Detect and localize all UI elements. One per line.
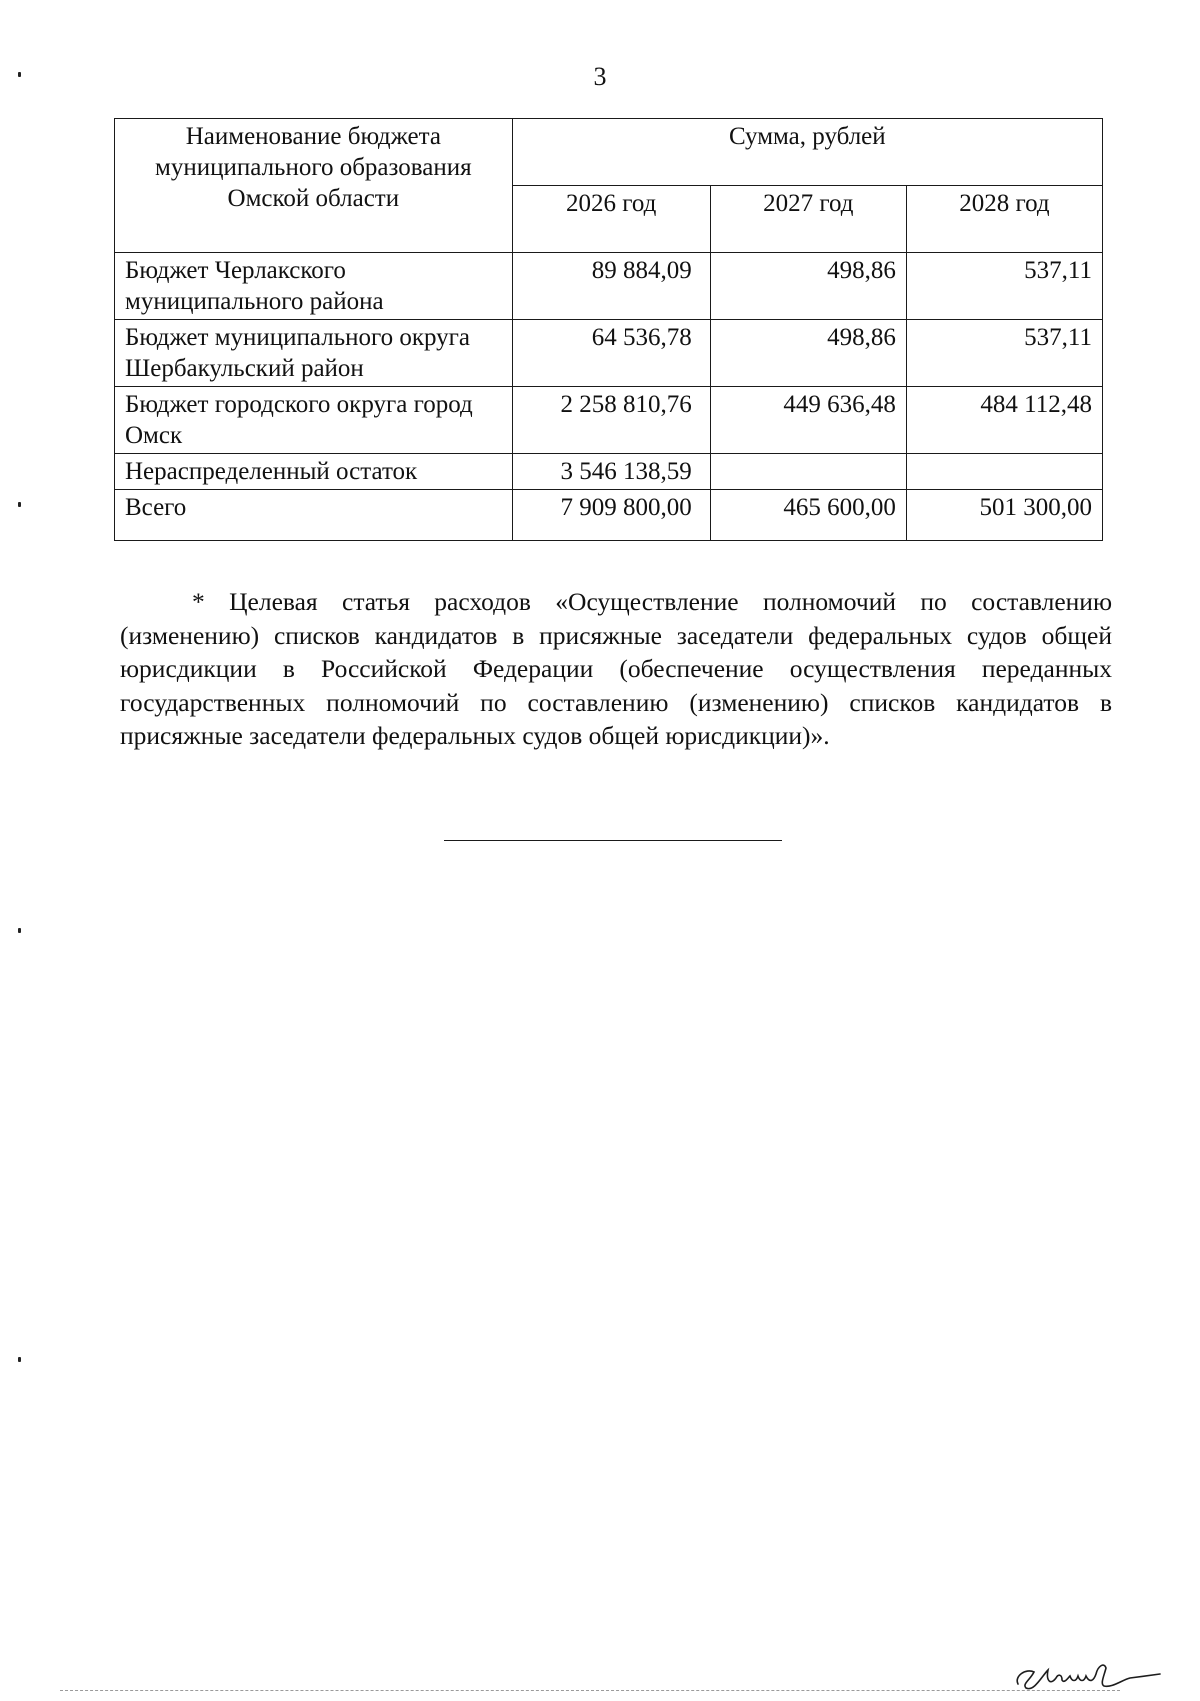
value-2026: 3 546 138,59	[512, 454, 710, 490]
table-row	[115, 253, 1103, 320]
section-divider	[444, 840, 782, 841]
row-name: Бюджет Черлакского муниципального района	[115, 253, 513, 320]
scan-speck	[18, 72, 21, 77]
row-name: Бюджет городского округа город Омск	[115, 387, 513, 454]
value-2026: 7 909 800,00	[512, 490, 710, 541]
value-2027	[710, 454, 906, 490]
header-year-2028: 2028 год	[906, 186, 1102, 253]
value-2028: 501 300,00	[906, 490, 1102, 541]
value-2028: 537,11	[906, 253, 1102, 320]
value-2028: 484 112,48	[906, 387, 1102, 454]
row-name: Нераспределенный остаток	[115, 454, 513, 490]
table-row	[115, 387, 1103, 454]
scan-speck	[18, 928, 21, 933]
header-name-column: Наименование бюджета муниципального образования Омской области	[115, 119, 513, 253]
scan-speck	[18, 502, 21, 507]
header-year-2026: 2026 год	[512, 186, 710, 253]
value-2026: 64 536,78	[512, 320, 710, 387]
table-row	[115, 320, 1103, 387]
value-2027: 449 636,48	[710, 387, 906, 454]
value-2028	[906, 454, 1102, 490]
row-name: Бюджет муниципального округа Шербакульский район	[115, 320, 513, 387]
header-year-2027: 2027 год	[710, 186, 906, 253]
value-2026: 2 258 810,76	[512, 387, 710, 454]
value-2028: 537,11	[906, 320, 1102, 387]
handwritten-signature-icon	[1012, 1654, 1162, 1701]
footnote: * Целевая статья расходов «Осуществление полномочий по составлению (изменению) списков кандидатов в присяжные заседатели федеральных судов общей юрисдикции в Российской Федерации (обеспечение осуществления переданных государственных полномочий по составлению (изменению) списков кандидатов в присяжные заседатели федеральных судов общей юрисдикции)».	[120, 587, 1112, 750]
table-header-row	[115, 119, 1103, 186]
scan-speck	[18, 1357, 21, 1362]
scan-bottom-edge	[60, 1690, 1120, 1691]
table-row	[115, 454, 1103, 490]
budget-table	[114, 118, 1103, 541]
value-2027: 498,86	[710, 253, 906, 320]
table-row-total	[115, 490, 1103, 541]
row-name: Всего	[115, 490, 513, 541]
value-2027: 465 600,00	[710, 490, 906, 541]
page-number: 3	[593, 62, 607, 91]
value-2026: 89 884,09	[512, 253, 710, 320]
value-2027: 498,86	[710, 320, 906, 387]
header-sum-column: Сумма, рублей	[512, 119, 1102, 186]
